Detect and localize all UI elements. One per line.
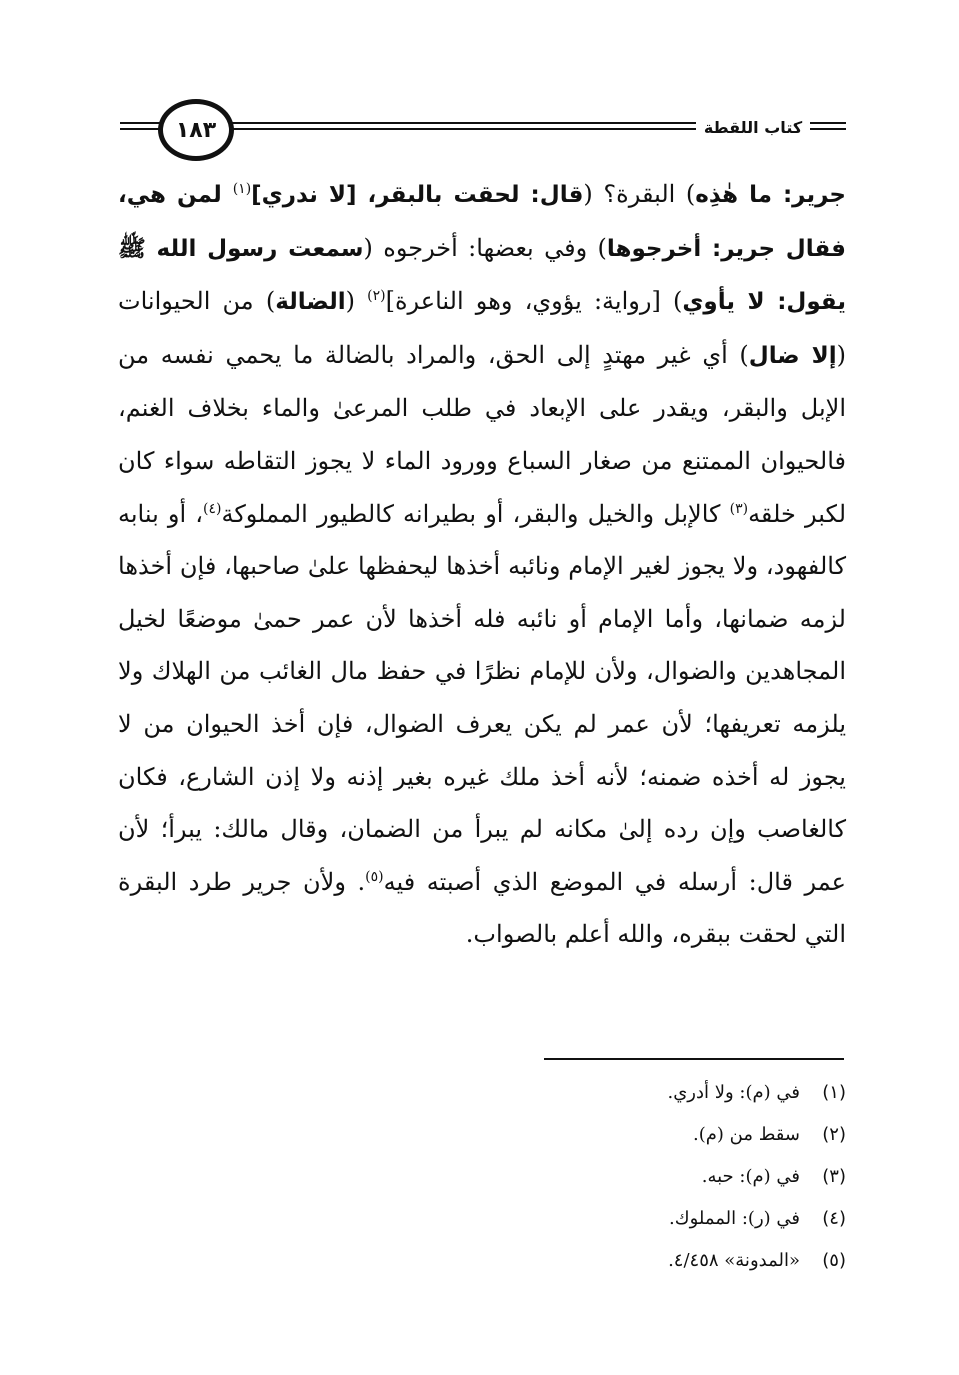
quote-bold: الضالة — [275, 289, 346, 316]
quote-bold: إلا ضال — [748, 342, 837, 369]
header-rule-tail-lower — [810, 128, 846, 130]
text-run: كالإبل والخيل والبقر، أو بطيرانه كالطيور المملوكة — [221, 499, 730, 528]
footnote-item — [300, 1240, 846, 1282]
header-rule-tail — [810, 122, 846, 124]
footnote-text: سقط من (م). — [693, 1124, 800, 1145]
text-run: ( — [345, 287, 368, 316]
header-rule-left — [120, 122, 160, 124]
footnote-ref: (٢) — [367, 288, 386, 305]
text-run: ، أو بنابه كالفهود، ولا يجوز لغير الإمام ونائبه أخذها ليحفظها علىٰ صاحبها، فإن أخذها لزمه ضمانها، وأما الإمام أو نائبه فله أخذها لأن عمر حمىٰ موضعًا لخيل المجاهدين والضوال، ولأن للإمام نظرًا في حفظ مال الغائب من الهلاك ولا يلزمه تعريفها؛ لأن عمر لم يكن يعرف الضوال، فإن أخذ الحيوان من لا يجوز له أخذه ضمنه؛ لأنه أخذ ملك غيره بغير إذنه ولا إذن الشارع، فكان كالغاصب وإن رده إلىٰ مكانه لم يبرأ من الضمان، وقال مالك: يبرأ؛ لأن عمر قال: أرسله في الموضع الذي أصبته فيه — [118, 499, 846, 896]
footnote-item — [300, 1198, 846, 1240]
footnote-ref: (٤) — [203, 500, 222, 517]
footnotes — [300, 1072, 846, 1282]
text-run: ) وفي بعضها: أخرجوه ( — [363, 233, 607, 262]
quote-bold: قال: لحقت بالبقر، [لا ندري] — [251, 182, 584, 208]
footnote-number: (٣) — [822, 1166, 846, 1187]
page-header — [0, 0, 959, 170]
footnote-separator — [544, 1058, 844, 1060]
header-rule-right — [232, 122, 696, 124]
footnote-number: (٥) — [822, 1250, 846, 1271]
quote-bold: جرير: ما هٰذِه — [695, 182, 846, 208]
footnote-item — [300, 1114, 846, 1156]
footnote-number: (٢) — [822, 1124, 846, 1145]
footnote-text: في (ر): المملوك. — [669, 1208, 800, 1229]
header-rule-right-lower — [232, 128, 696, 130]
page-number: ١٨٣ — [158, 99, 234, 161]
footnote-item — [300, 1072, 846, 1114]
main-text — [118, 168, 846, 961]
running-title: كتاب اللقطة — [703, 118, 803, 137]
footnote-number: (١) — [822, 1082, 846, 1103]
footnote-text: في (م): حبه. — [701, 1166, 800, 1187]
quote-bold: سمعت رسول الله ﷺ يقول: لا يأوي — [118, 235, 846, 316]
text-run: ) من الحيوانات ( — [118, 287, 847, 369]
footnote-ref: (١) — [232, 181, 252, 197]
footnote-number: (٤) — [822, 1208, 846, 1229]
text-run: . ولأن جرير طرد البقرة التي لحقت ببقره، والله أعلم بالصواب. — [118, 867, 846, 949]
text-run: ) [رواية: يؤوي، وهو الناعرة] — [385, 287, 683, 316]
footnote-ref: (٥) — [365, 868, 384, 885]
footnote-ref: (٣) — [729, 500, 749, 517]
footnote-item — [300, 1156, 846, 1198]
footnote-text: في (م): ولا أدري. — [667, 1082, 800, 1103]
header-rule-left-lower — [120, 128, 160, 130]
text-run: ) أي غير مهتدٍ إلى الحق، والمراد بالضالة ما يحمي نفسه من الإبل والبقر، ويقدر على الإبعاد في طلب المرعىٰ والماء بخلاف الغنم، فالحيوان الممتنع من صغار السباع وورود الماء لا يجوز التقاطه سواء كان لكبر خلقه — [118, 340, 847, 528]
quote-bold: لمن هي، فقال جرير: أخرجوها — [118, 182, 846, 262]
footnote-text: «المدونة» ٤/٤٥٨. — [668, 1250, 800, 1271]
text-run: ) البقرة؟ ( — [583, 180, 696, 208]
